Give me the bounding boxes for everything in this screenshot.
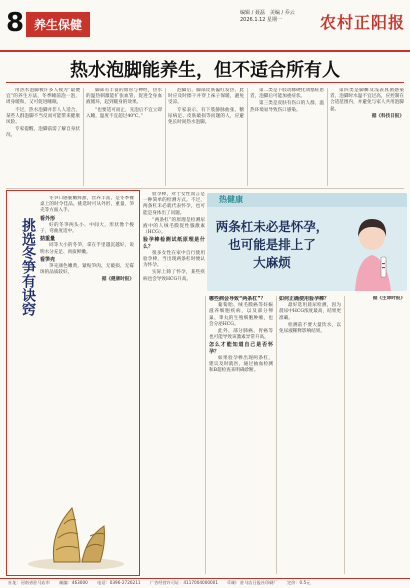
page-header xyxy=(0,0,410,52)
feature-column-f xyxy=(347,296,405,574)
column-divider xyxy=(276,296,277,574)
banner-brand: 热健康 xyxy=(219,195,243,204)
meta-editor: 编辑 / 聂磊 美编 / 乔云 xyxy=(240,10,295,16)
bamboo-shoot-illustration xyxy=(20,500,132,572)
masthead: 农村正阳报 xyxy=(320,13,406,32)
banner-title-line-2: 也可能是排上了 xyxy=(228,237,316,252)
banner-title-line-3: 大麻烦 xyxy=(253,255,291,270)
strip-line-2 xyxy=(382,267,385,268)
page-number: 8 xyxy=(6,8,25,38)
column-divider xyxy=(344,296,345,574)
sidebar-subhead-3: 看笋壳 xyxy=(40,256,56,263)
edition-meta xyxy=(240,10,330,24)
feature-subhead-1: 验孕棒检测试纸原理是什么？ xyxy=(143,237,205,250)
feature-column-e: 如何正确使用验孕棒？ 最好选用晨尿检测，因为晨尿中HCG浓度最高，结果更准确。 检测前不要大量饮水，以免尿液稀释影响结果。 xyxy=(279,296,341,335)
article-column-1: 用热水泡脚被许多人视为“最便宜”的养生方法，冬季睡前泡一泡，周身暖和，又可促进睡眠。 不过，热水泡脚并非人人适合，某些人群泡脚不当反而可能带来健康风险。 专家提醒，泡脚前需了解自身状况。 xyxy=(6,88,80,139)
feature-byline: 据《生命时报》 xyxy=(372,296,405,301)
article-column-5: 第四类是脚癣及浅表真菌感染者，泡脚时水温不宜过高，应控制在合适范围内，并避免与家人共用泡脚盆。 据《科技日报》 xyxy=(330,88,404,119)
feature-banner xyxy=(207,193,407,291)
headline-rule xyxy=(6,82,404,83)
article-column-3: 泡脚后，脚部皮肤偏红发热，此时应及时擦干并穿上袜子保暖，避免受凉。 专家表示，有下肢静脉曲张、糖尿病足、皮肤破损等问题的人，应避免长时间热水泡脚。 xyxy=(168,88,244,126)
feature-column-a: 验孕棒，对于女性而言是一种简单的检测方式。不过，两条杠未必就代表怀孕，也可能是身体出了问题。 “两条杠”的原理是检测尿液中的人绒毛膜促性腺激素（HCG）。 验孕棒检测试纸原理是什么？ 很多女性在家中自行使用验孕棒，当出现两条杠时便认为怀孕。 实际上除了怀孕，某些疾病也会导致HCG升高。 xyxy=(143,192,205,282)
sidebar-subhead-1: 看外形 xyxy=(40,215,56,222)
column-divider xyxy=(165,88,166,186)
bamboo-shoot-shape-2 xyxy=(82,526,105,562)
banner-title-line-1: 两条杠未必是怀孕， xyxy=(215,219,329,234)
column-divider xyxy=(247,88,248,186)
column-divider xyxy=(205,296,206,574)
strip-line-1 xyxy=(382,263,385,264)
headline: 热水泡脚能养生，但不适合所有人 xyxy=(70,60,340,81)
article-column-2: 脚部有丰富的血管与神经，热水的温热刺激能扩张血管，促进全身血液循环，起到暖身的效果。 “也要适可而止，先泡后不宜立即入睡，温度不宜超过40℃。” xyxy=(86,88,162,119)
section-label: 养生保健 xyxy=(26,12,90,37)
sidebar-subhead-2: 掂重量 xyxy=(40,236,56,243)
feature-subhead-2: 哪些病会导致“两条杠”？ xyxy=(209,296,266,302)
column-divider xyxy=(327,88,328,186)
sidebar-title: 挑选冬笋有诀窍 xyxy=(20,218,36,316)
feature-column-c: 哪些病会导致“两条杠”？ 葡萄胎、绒毛膜癌等妊娠滋养细胞疾病，以及部分卵巢、睾丸的生殖细胞肿瘤，也会分泌HCG。 此外，部分肺癌、胃癌等也可能导致该激素异常升高。 怎么才能知道自己是否怀孕？ 如果验孕棒出现两条杠，建议及时就医，通过抽血检测和B超检查来明确诊断。 xyxy=(209,296,273,374)
section-divider xyxy=(6,188,404,189)
meta-date: 2026.1.12 星期一 xyxy=(240,17,283,23)
column-divider xyxy=(83,88,84,186)
woman-illustration xyxy=(341,207,403,291)
page-footer: 社址：河南省驻马店市 邮编：463000 电话：0396-2726211 广告经营许可证：4117004000001 印刷：驻马店日报社印刷厂 定价：0.5元 xyxy=(0,578,410,588)
feature-subhead-3: 怎么才能知道自己是否怀孕？ xyxy=(209,342,273,355)
sidebar-text: 冬笋口感脆嫩鲜甜，营养丰富，是冬季餐桌上的时令佳品。挑选时可从外形、重量、笋壳等方面入手。 看外形 好的冬笋两头小、中间大，形状像个梭子，弯曲度适中。 掂重量 同等大小的冬笋，拿在手里越沉越好，说明水分充足、肉质鲜嫩。 看笋壳 笋壳颜色嫩黄，紧贴笋肉、无破损、无霉斑的品质较好。 据《健康时报》 xyxy=(40,196,134,283)
article-byline: 据《科技日报》 xyxy=(371,113,404,119)
article-column-4: 第二类是下肢动脉硬化闭塞症患者，泡脚后可能加重症状。 第三类是皮肤有伤口的人群，温热环境易导致伤口感染。 xyxy=(250,88,324,113)
bamboo-shoot-shape xyxy=(53,508,80,562)
sidebar-byline: 据《健康时报》 xyxy=(101,277,134,283)
feature-subhead-4: 如何正确使用验孕棒？ xyxy=(279,296,330,302)
